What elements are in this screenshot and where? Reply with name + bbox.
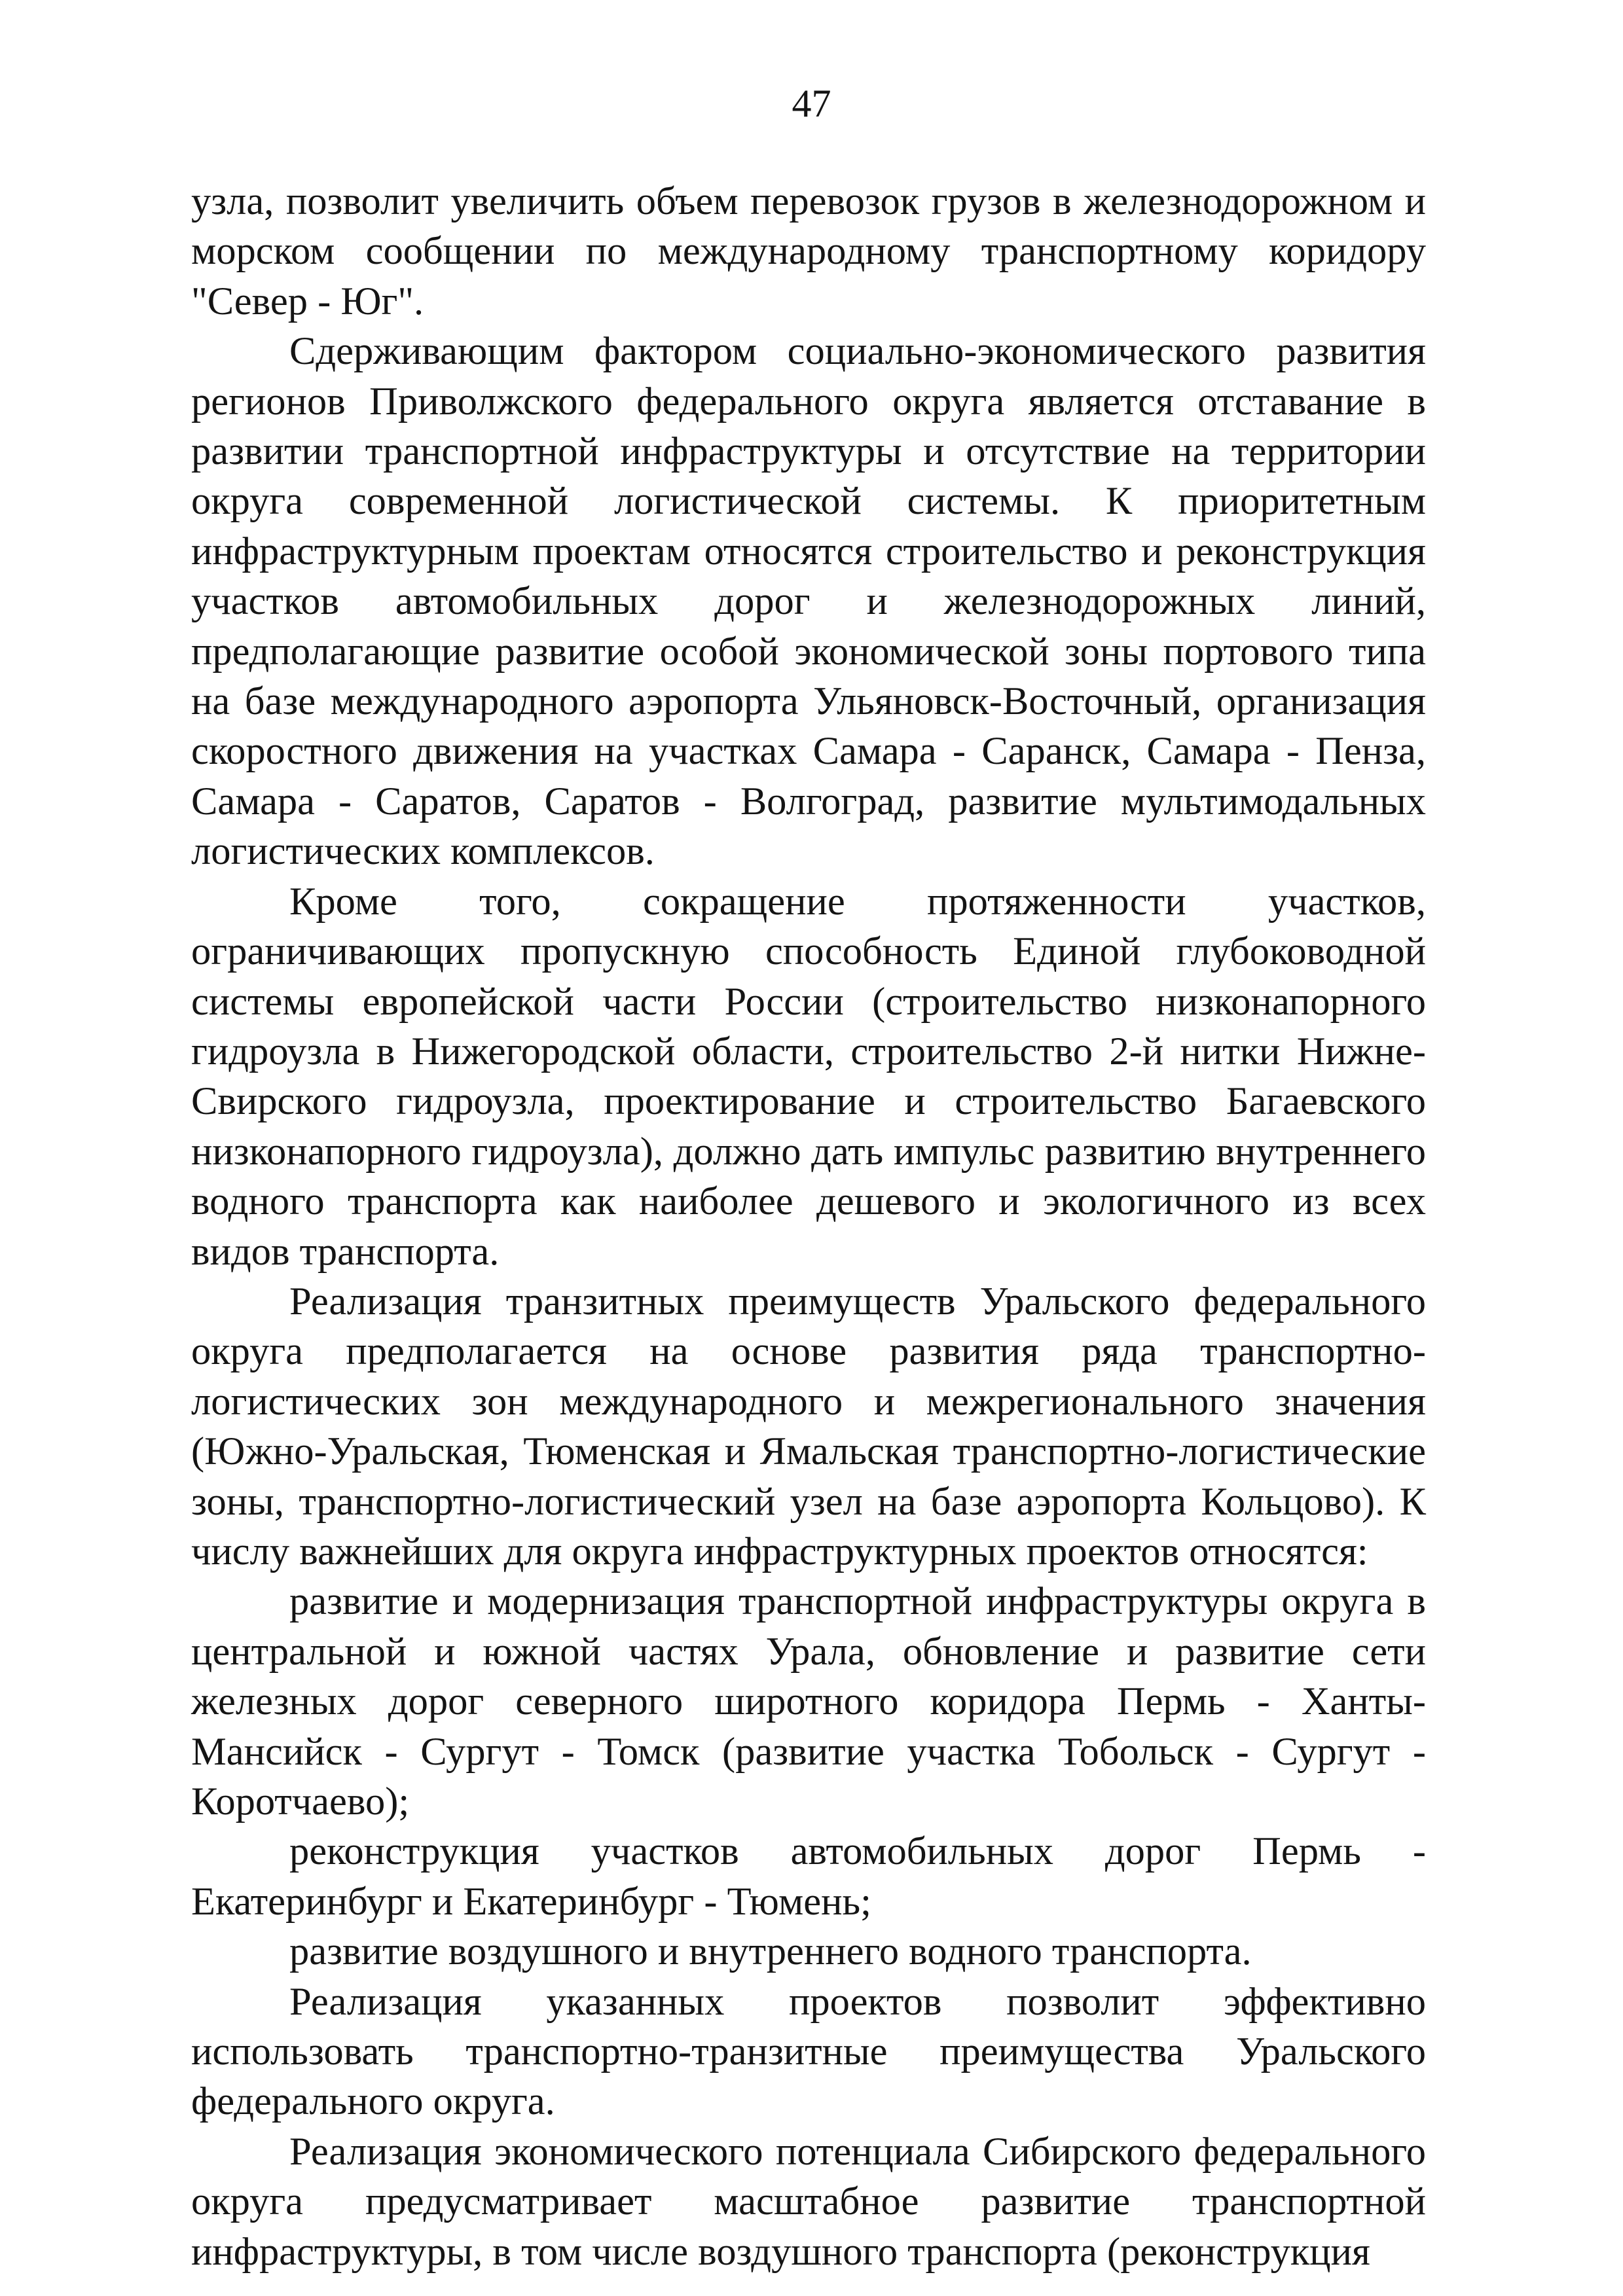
paragraph-volga-district: Сдерживающим фактором социально-экономического развития регионов Приволжского федерального округа является отставание в развитии транспортной инфраструктуры и отсутствие на территории округа современной логистической системы. К приоритетным инфраструктурным проектам относятся строительство и реконструкция участков автомобильных дорог и железнодорожных линий, предполагающие развитие особой экономической зоны портового типа на базе международного аэропорта Ульяновск-Восточный, организация скоростного движения на участках Самара - Саранск, Самара - Пенза, Самара - Саратов, Саратов - Волгоград, развитие мультимодальных логистических комплексов. xyxy=(191,329,1426,874)
paragraph-waterway: Кроме того, сокращение протяженности участков, ограничивающих пропускную способность Единой глубоководной системы европейской части России (строительство низконапорного гидроузла в Нижегородской области, строительство 2-й нитки Нижне-Свирского гидроузла, проектирование и строительство Багаевского низконапорного гидроузла), должно дать импульс развитию внутреннего водного транспорта как наиболее дешевого и экологичного из всех видов транспорта. xyxy=(191,879,1426,1274)
paragraph-continuation: узла, позволит увеличить объем перевозок грузов в железнодорожном и морском сообщении по международному транспортному коридору "Север - Юг". xyxy=(191,179,1426,323)
list-item-modernization: развитие и модернизация транспортной инфраструктуры округа в центральной и южной частях Урала, обновление и развитие сети железных дорог северного широтного коридора Пермь - Ханты-Мансийск - Сургут - Томск (развитие участка Тобольск - Сургут - Коротчаево); xyxy=(191,1579,1426,1823)
page-number: 47 xyxy=(792,82,831,125)
paragraph-siberian-district: Реализация экономического потенциала Сибирского федерального округа предусматривает масштабное развитие транспортной инфраструктуры, в том числе воздушного транспорта (реконструкция xyxy=(191,2129,1426,2274)
paragraph-ural-summary: Реализация указанных проектов позволит эффективно использовать транспортно-транзитные преимущества Уральского федерального округа. xyxy=(191,1979,1426,2124)
list-item-air-water: развитие воздушного и внутреннего водного транспорта. xyxy=(289,1929,1252,1974)
paragraph-ural-district: Реализация транзитных преимуществ Уральского федерального округа предполагается на основе развития ряда транспортно-логистических зон международного и межрегионального значения (Южно-Уральская, Тюменская и Ямальская транспортно-логистические зоны, транспортно-логистический узел на базе аэропорта Кольцово). К числу важнейших для округа инфраструктурных проектов относятся: xyxy=(191,1279,1426,1573)
body-text xyxy=(191,177,1426,2277)
list-item-roads: реконструкция участков автомобильных дорог Пермь - Екатеринбург и Екатеринбург - Тюмень; xyxy=(191,1829,1426,1924)
